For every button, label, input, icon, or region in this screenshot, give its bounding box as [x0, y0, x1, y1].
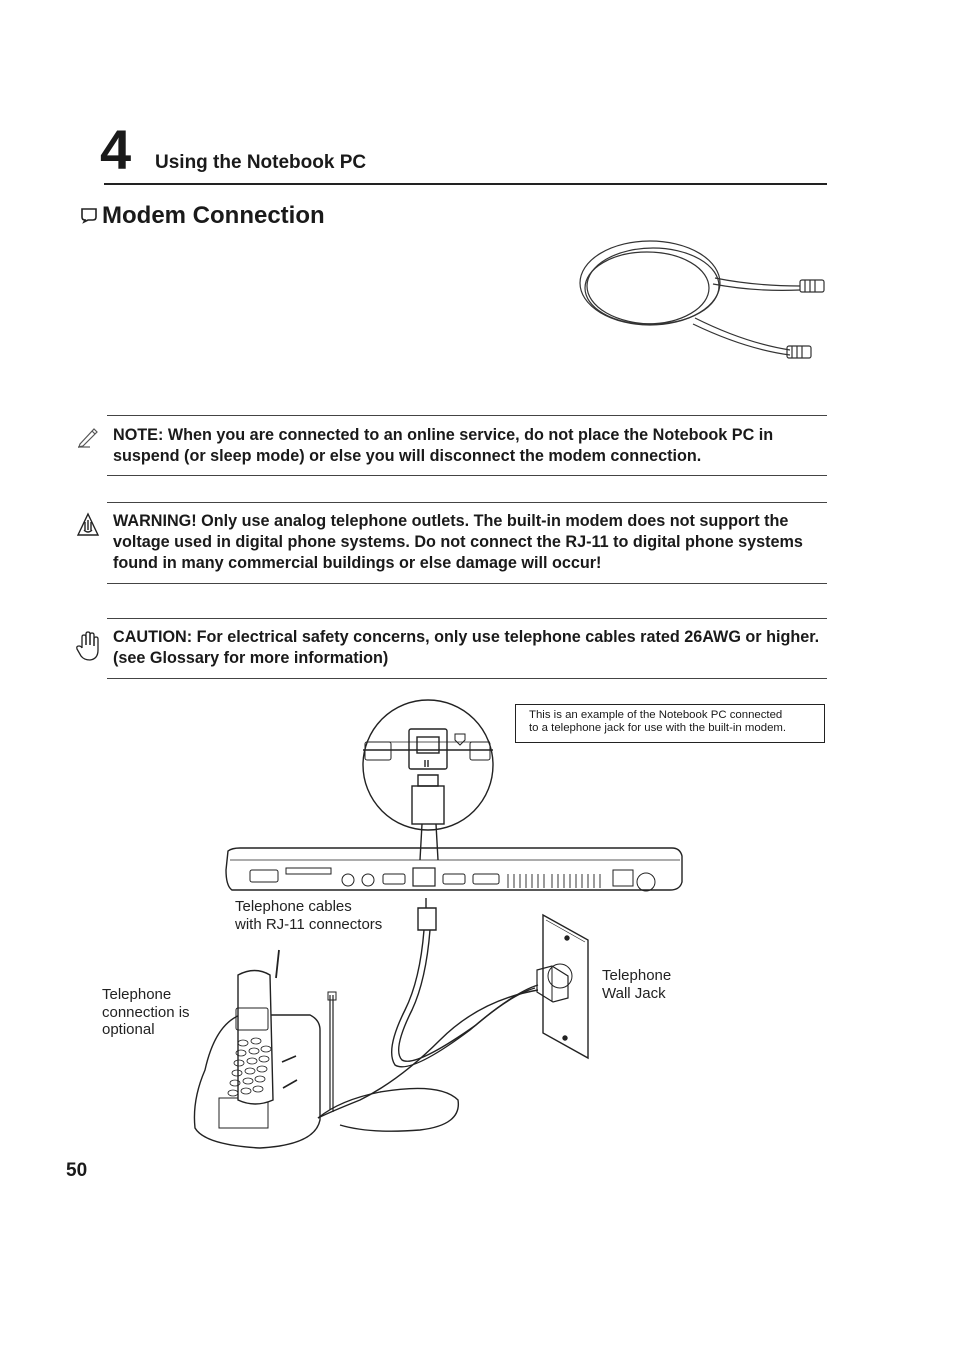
diagram-caption-line-2: to a telephone jack for use with the built-in modem.: [529, 722, 787, 734]
label-telephone-cables: Telephone cables with RJ-11 connectors: [235, 898, 383, 933]
telephone-cable-illustration: [575, 238, 835, 368]
port-magnifier-circle: [363, 700, 493, 860]
raised-hand-icon: [76, 630, 100, 662]
modem-icon: [80, 207, 98, 223]
diagram-caption-line-1: This is an example of the Notebook PC connected: [529, 709, 783, 721]
note-top-rule: [107, 415, 827, 416]
warning-top-rule: [107, 502, 827, 503]
notebook-pc-side-view: [226, 848, 682, 891]
warning-bottom-rule: [107, 583, 827, 584]
telephone-wall-jack: [537, 915, 588, 1058]
caution-text: CAUTION: For electrical safety concerns, only use telephone cables rated 26AWG or higher. (see Glossary for more information): [113, 628, 820, 667]
caution-top-rule: [107, 618, 827, 619]
note-bottom-rule: [107, 475, 827, 476]
warning-text: WARNING! Only use analog telephone outlets. The built-in modem does not support the voltage used in digital phone systems. Do not connect the RJ-11 to digital phone systems found in many commercial buildings or else damage will occur!: [113, 512, 803, 572]
label-telephone-optional: Telephone connection is optional: [102, 986, 190, 1038]
caution-bottom-rule: [107, 678, 827, 679]
chapter-title: Using the Notebook PC: [155, 152, 367, 173]
header-rule: [104, 183, 827, 185]
section-title: Modem Connection: [102, 202, 325, 229]
page-number: 50: [66, 1160, 88, 1181]
chapter-number: 4: [100, 118, 132, 181]
cordless-telephone: [194, 950, 336, 1148]
warning-triangle-icon: [76, 512, 100, 538]
pencil-icon: [76, 425, 100, 449]
note-text: NOTE: When you are connected to an online service, do not place the Notebook PC in suspend (or sleep mode) or else you will disconnect the modem connection.: [113, 426, 774, 465]
label-telephone-wall-jack: Telephone Wall Jack: [602, 967, 672, 1002]
